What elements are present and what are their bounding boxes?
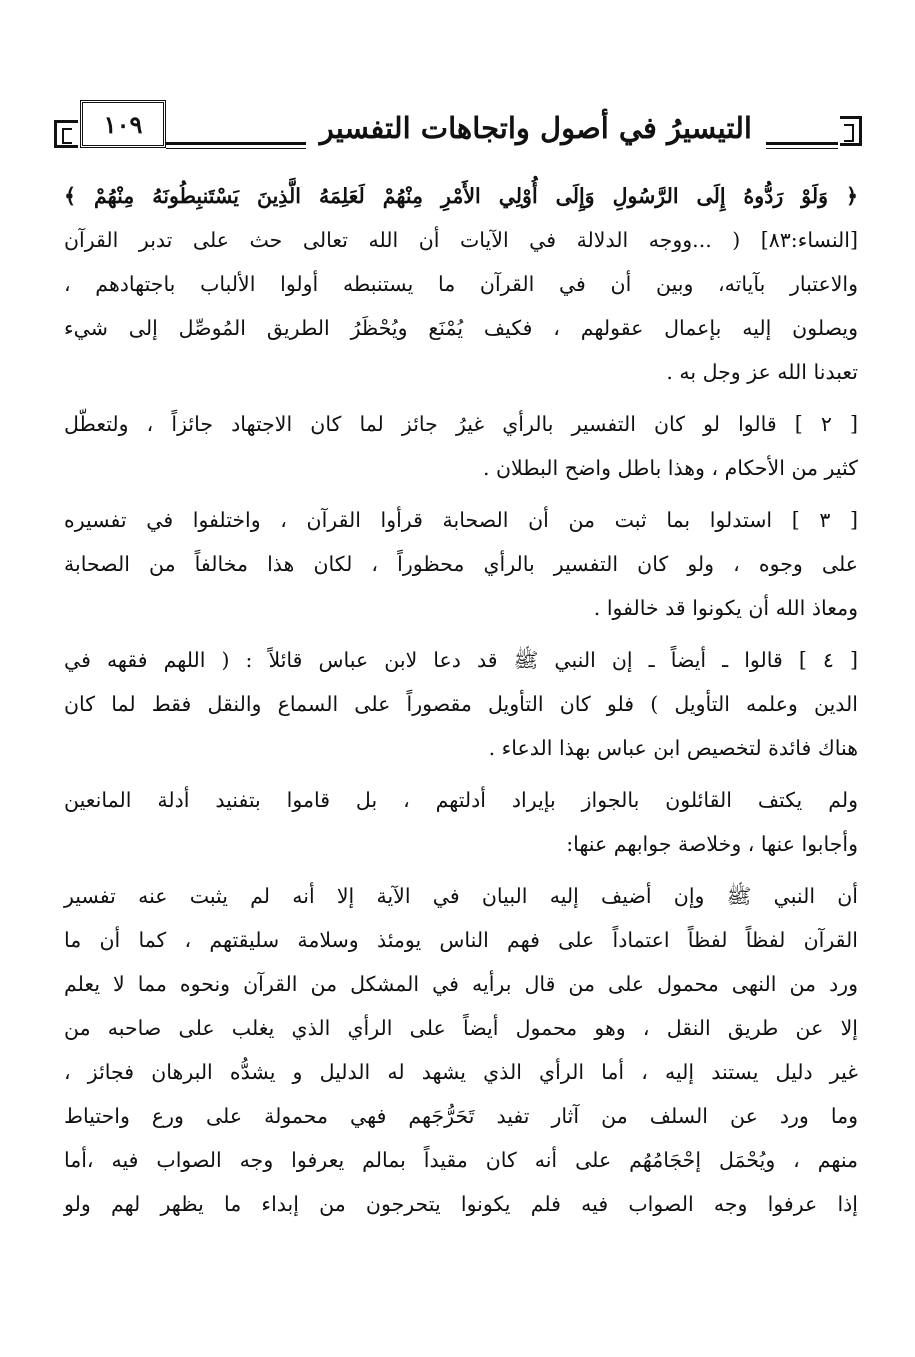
quran-verse: ﴿ وَلَوْ رَدُّوهُ إِلَى الرَّسُولِ وَإِلَى أُوْلِي الأَمْرِ مِنْهُمْ لَعَلِمَهُ الَّذِينَ يَسْتَنبِطُونَهُ مِنْهُمْ ﴾ [64,184,858,208]
box-ornament-icon [54,120,78,148]
text-line: أن النبي ﷺ وإن أضيف إليه البيان في الآية إلا أنه لم يثبت عنه تفسير [64,884,858,908]
text-line: إذا عرفوا وجه الصواب فيه فلم يكونوا يتحرجون من إبداء ما يظهر لهم ولو [64,1192,858,1216]
paragraph-2 [64,402,858,490]
book-title: التيسيرُ في أصول واتجاهات التفسير [306,106,766,150]
text-line: ورد من النهى محمول على من قال برأيه في المشكل من القرآن ونحوه مما لا يعلم [64,972,858,996]
text-line: [ ٣ ] استدلوا بما ثبت من أن الصحابة قرأوا القرآن ، واختلفوا في تفسيره [64,508,859,532]
paragraph-5 [64,778,858,866]
text-line: إلا عن طريق النقل ، وهو محمول أيضاً على الرأي الذي يغلب على صاحبه من [64,1016,858,1040]
text-line: الدين وعلمه التأويل ) فلو كان التأويل مقصوراً على السماع والنقل فقط لما كان [64,692,858,716]
corner-ornament-icon [840,116,862,146]
text-line: غير دليل يستند إليه ، أما الرأي الذي يشهد له الدليل و يشدُّه البرهان فجائز ، [64,1060,858,1084]
text-line: تعبدنا الله عز وجل به . [666,360,858,384]
text-line: والاعتبار بآياته، وبين أن في القرآن ما يستنبطه أولوا الألباب باجتهادهم ، [64,272,858,296]
text-line: وما ورد عن السلف من آثار تفيد تَحَرُّجَهم فهي محمولة على ورع واحتياط [64,1104,858,1128]
text-line: ويصلون إليه بإعمال عقولهم ، فكيف يُمْنَع ويُحْظَرُ الطريق المُوصِّل إلى شيء [64,316,858,340]
text-line: القرآن لفظاً لفظاً اعتماداً على فهم الناس يومئذ وسلامة سليقتهم ، كما أن ما [64,928,858,952]
text-line: منهم ، ويُحْمَل إحْجَامُهُم على أنه كان مقيداً بمالم يعرفوا وجه الصواب فيه ،أما [64,1148,858,1172]
body-text [64,174,858,1234]
text-line: [النساء:٨٣] ( ...ووجه الدلالة في الآيات أن الله تعالى حث على تدبر القرآن [64,228,858,252]
text-line: [ ٤ ] قالوا ـ أيضاً ـ إن النبي ﷺ قد دعا لابن عباس قائلاً : ( اللهم فقهه في [64,648,858,672]
running-header [54,96,862,158]
paragraph-4 [64,638,858,770]
header-rule-left [166,142,206,149]
text-line: على وجوه ، ولو كان التفسير بالرأي محظوراً ، لكان هذا مخالفاً من الصحابة [64,552,858,576]
paragraph-3 [64,498,858,630]
text-line: كثير من الأحكام ، وهذا باطل واضح البطلان . [482,456,858,480]
text-line: ولم يكتف القائلون بالجواز بإيراد أدلتهم ، بل قاموا بتفنيد أدلة المانعين [64,788,858,812]
text-line: هناك فائدة لتخصيص ابن عباس بهذا الدعاء . [488,736,858,760]
text-line: وأجابوا عنها ، وخلاصة جوابهم عنها: [566,832,858,856]
text-line: [ ٢ ] قالوا لو كان التفسير بالرأي غيرُ جائز لما كان الاجتهاد جائزاً ، ولتعطّل [64,412,859,436]
paragraph-6 [64,874,858,1226]
paragraph-1 [64,174,858,394]
page-number: ١٠٩ [80,100,166,148]
text-line: ومعاذ الله أن يكونوا قد خالفوا . [593,596,858,620]
